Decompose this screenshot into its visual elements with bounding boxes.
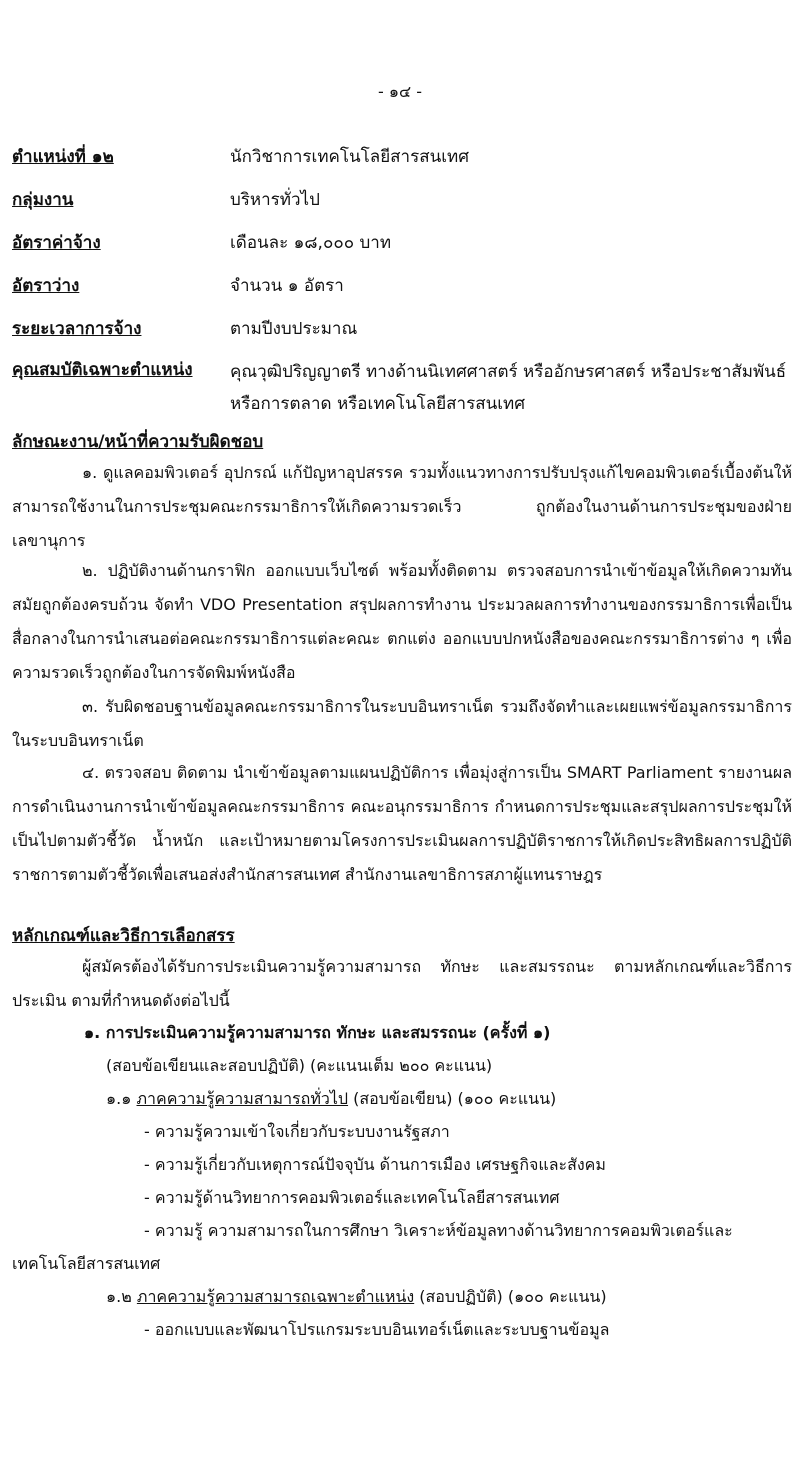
selection-intro-text: ผู้สมัครต้องได้รับการประเมินความรู้ความสามารถ ทักษะ และสมรรถนะ ตามหลักเกณฑ์และวิธีการประเมิน ตามที่กำหนดดังต่อไปนี้: [12, 957, 792, 1010]
part1-suffix: (สอบข้อเขียน) (๑๐๐ คะแนน): [348, 1089, 557, 1108]
field-value: ตามปีงบประมาณ: [230, 319, 358, 339]
duty-item: [12, 554, 792, 690]
duty-text: ๒. ปฏิบัติงานด้านกราฟิก ออกแบบเว็บไซต์ พร้อมทั้งติดตาม ตรวจสอบการนำเข้าข้อมูลให้เกิดความทันสมัยถูกต้องครบถ้วน จัดทำ VDO Presentation สรุปผลการทำงาน ประมวลผลการทำงานของกรรมาธิการเพื่อเป็นสื่อกลางในการนำเสนอต่อคณะกรรมาธิการแต่ละคณะ ตกแต่ง ออกแบบปกหนังสือของคณะกรรมาธิการต่าง ๆ เพื่อความรวดเร็วถูกต้องในการจัดพิมพ์หนังสือ: [12, 561, 792, 682]
page-number: - ๑๔ -: [378, 82, 422, 101]
field-label: กลุ่มงาน: [12, 190, 74, 210]
list-item-continuation: เทคโนโลยีสารสนเทศ: [12, 1254, 161, 1273]
stage1-note: (สอบข้อเขียนและสอบปฏิบัติ) (คะแนนเต็ม ๒๐๐ คะแนน): [106, 1056, 493, 1075]
part2-heading: [106, 1285, 607, 1310]
selection-heading: หลักเกณฑ์และวิธีการเลือกสรร: [12, 926, 235, 946]
field-label: อัตราค่าจ้าง: [12, 233, 101, 253]
field-label: คุณสมบัติเฉพาะตำแหน่ง: [12, 360, 193, 380]
part2-title: ภาคความรู้ความสามารถเฉพาะตำแหน่ง: [136, 1287, 415, 1306]
field-label: อัตราว่าง: [12, 276, 80, 296]
duty-text: ๔. ตรวจสอบ ติดตาม นำเข้าข้อมูลตามแผนปฏิบัติการ เพื่อมุ่งสู่การเป็น SMART Parliament รายงานผลการดำเนินงานการนำเข้าข้อมูลคณะกรรมาธิการ คณะอนุกรรมาธิการ กำหนดการประชุมและสรุปผลการประชุมให้เป็นไปตามตัวชี้วัด น้ำหนัก และเป้าหมายตามโครงการประเมินผลการปฏิบัติราชการให้เกิดประสิทธิผลการปฏิบัติราชการตามตัวชี้วัดเพื่อเสนอส่งสำนักสารสนเทศ สำนักงานเลขาธิการสภาผู้แทนราษฎร: [12, 763, 792, 884]
duty-text: ๑. ดูแลคอมพิวเตอร์ อุปกรณ์ แก้ปัญหาอุปสรรค รวมทั้งแนวทางการปรับปรุงแก้ไขคอมพิวเตอร์เบื้องต้นให้สามารถใช้งานในการประชุมคณะกรรมาธิการให้เกิดความรวดเร็ว ถูกต้องในงานด้านการประชุมของฝ่ายเลขานุการ: [12, 463, 792, 550]
part2-suffix: (สอบปฏิบัติ) (๑๐๐ คะแนน): [414, 1287, 607, 1306]
duty-item: [12, 756, 792, 892]
part1-number: ๑.๑: [106, 1089, 132, 1108]
field-value: จำนวน ๑ อัตรา: [230, 276, 344, 296]
duty-item: [12, 456, 792, 558]
list-item: - ออกแบบและพัฒนาโปรแกรมระบบอินเทอร์เน็ตและระบบฐานข้อมูล: [144, 1320, 610, 1339]
field-value: นักวิชาการเทคโนโลยีสารสนเทศ: [230, 147, 470, 167]
field-value: เดือนละ ๑๘,๐๐๐ บาท: [230, 233, 392, 253]
duty-item: [12, 690, 792, 758]
field-label: ระยะเวลาการจ้าง: [12, 319, 142, 339]
field-label: ตำแหน่งที่ ๑๒: [12, 147, 114, 167]
selection-intro: [12, 950, 792, 1018]
list-item: - ความรู้ความเข้าใจเกี่ยวกับระบบงานรัฐสภา: [144, 1122, 450, 1141]
list-item: - ความรู้เกี่ยวกับเหตุการณ์ปัจจุบัน ด้านการเมือง เศรษฐกิจและสังคม: [144, 1155, 606, 1174]
field-value: บริหารทั่วไป: [230, 190, 320, 210]
list-item: - ความรู้ด้านวิทยาการคอมพิวเตอร์และเทคโนโลยีสารสนเทศ: [144, 1188, 560, 1207]
list-item: - ความรู้ ความสามารถในการศึกษา วิเคราะห์ข้อมูลทางด้านวิทยาการคอมพิวเตอร์และ: [144, 1221, 733, 1240]
part2-number: ๑.๒: [106, 1287, 132, 1306]
duties-heading: ลักษณะงาน/หน้าที่ความรับผิดชอบ: [12, 432, 264, 452]
duty-text: ๓. รับผิดชอบฐานข้อมูลคณะกรรมาธิการในระบบอินทราเน็ต รวมถึงจัดทำและเผยแพร่ข้อมูลกรรมาธิการในระบบอินทราเน็ต: [12, 697, 792, 750]
part1-title: ภาคความรู้ความสามารถทั่วไป: [136, 1089, 349, 1108]
field-value: คุณวุฒิปริญญาตรี ทางด้านนิเทศศาสตร์ หรืออักษรศาสตร์ หรือประชาสัมพันธ์ หรือการตลาด หรือเทคโนโลยีสารสนเทศ: [230, 362, 787, 414]
stage1-title: ๑. การประเมินความรู้ความสามารถ ทักษะ และสมรรถนะ (ครั้งที่ ๑): [84, 1023, 551, 1042]
part1-heading: [106, 1087, 556, 1112]
